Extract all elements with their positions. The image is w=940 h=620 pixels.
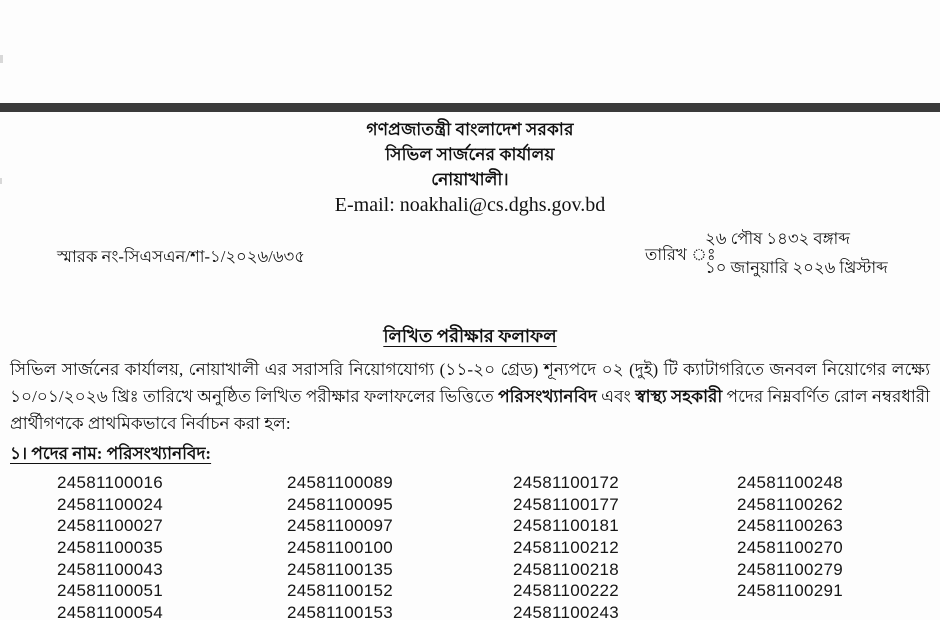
roll-table-row [57, 494, 937, 516]
scan-top-divider-bar [0, 103, 940, 112]
roll-number-cell: 24581100177 [513, 494, 620, 514]
paragraph-text-2: এবং [596, 387, 636, 406]
roll-number-cell: 24581100095 [287, 494, 394, 514]
memo-date-row [0, 218, 940, 288]
document-title-text: লিখিত পরীক্ষার ফলাফল [383, 326, 557, 346]
memo-number: স্মারক নং-সিএসএন/শা-১/২০২৬/৬৩৫ [57, 247, 305, 266]
scan-artifact [0, 55, 3, 63]
roll-number-cell: 24581100054 [57, 603, 164, 620]
post-name-statistician: পরিসংখ্যানবিদ [498, 387, 597, 406]
roll-number-cell: 24581100270 [737, 538, 844, 558]
roll-number-cell: 24581100153 [287, 603, 394, 620]
paragraph-text-3: পদের নিম্নবর্ণিত রোল নম্বরধারী প্রার্থীগণকে প্রাথমিকভাবে নির্বাচন করা হল: [10, 387, 931, 433]
roll-number-cell: 24581100263 [737, 516, 844, 536]
roll-number-cell: 24581100262 [737, 494, 844, 514]
roll-number-cell: 24581100181 [513, 516, 620, 536]
document-letterhead [0, 117, 940, 219]
government-name: গণপ্রজাতন্ত্রী বাংলাদেশ সরকার [366, 120, 574, 139]
roll-number-cell: 24581100172 [513, 473, 620, 492]
date-bangla-calendar: ২৬ পৌষ ১৪৩২ বঙ্গাব্দ [705, 229, 850, 248]
roll-table-row [57, 559, 937, 581]
roll-number-cell: 24581100152 [287, 581, 394, 601]
office-email: E-mail: noakhali@cs.dghs.gov.bd [334, 194, 606, 216]
roll-number-cell: 24581100016 [57, 473, 164, 492]
roll-number-cell: 24581100135 [287, 559, 394, 579]
roll-table-row [57, 602, 937, 620]
document-title [0, 322, 940, 353]
roll-number-cell: 24581100291 [737, 581, 844, 601]
roll-table [57, 472, 937, 620]
date-gregorian-calendar: ১০ জানুয়ারি ২০২৬ খ্রিস্টাব্দ [705, 258, 888, 277]
roll-number-cell: 24581100222 [513, 581, 620, 601]
post-name-health-assistant: স্বাস্থ্য সহকারী [635, 387, 723, 406]
date-label: তারিখ ঃ [645, 245, 716, 264]
roll-number-cell: 24581100027 [57, 516, 164, 536]
roll-table-row [57, 537, 937, 559]
roll-number-cell: 24581100035 [57, 538, 164, 558]
roll-table-row [57, 515, 937, 537]
roll-number-cell: 24581100212 [513, 538, 620, 558]
roll-number-cell: 24581100243 [513, 603, 620, 620]
roll-number-cell: 24581100043 [57, 559, 164, 579]
roll-number-cell: 24581100279 [737, 559, 844, 579]
scan-artifact [0, 178, 2, 184]
roll-number-cell: 24581100097 [287, 516, 394, 536]
office-name: সিভিল সার্জনের কার্যালয় [385, 145, 555, 164]
roll-number-cell: 24581100051 [57, 581, 164, 601]
roll-table-row [57, 472, 937, 494]
roll-number-cell [737, 602, 937, 620]
roll-number-cell: 24581100100 [287, 538, 394, 558]
roll-number-cell: 24581100024 [57, 494, 164, 514]
paragraph-text-1: সিভিল সার্জনের কার্যালয়, নোয়াখালী এর সরাসরি নিয়োগযোগ্য (১১-২০ গ্রেড) শূন্যপদে ০২ (দুই) টি ক্যাটাগরিতে জনবল নিয়োগের লক্ষ্যে ১০/০১/২০২৬ খ্রিঃ তারিখে অনুষ্ঠিত লিখিত পরীক্ষার ফলাফলের ভিত্তিতে [10, 360, 930, 406]
roll-number-cell: 24581100089 [287, 473, 394, 492]
district-name: নোয়াখালী। [431, 170, 509, 189]
post-section-heading: ১। পদের নাম: পরিসংখ্যানবিদ: [10, 444, 212, 463]
roll-number-cell: 24581100218 [513, 559, 620, 579]
body-paragraph [10, 356, 930, 437]
roll-number-cell: 24581100248 [737, 473, 844, 492]
roll-table-row [57, 580, 937, 602]
